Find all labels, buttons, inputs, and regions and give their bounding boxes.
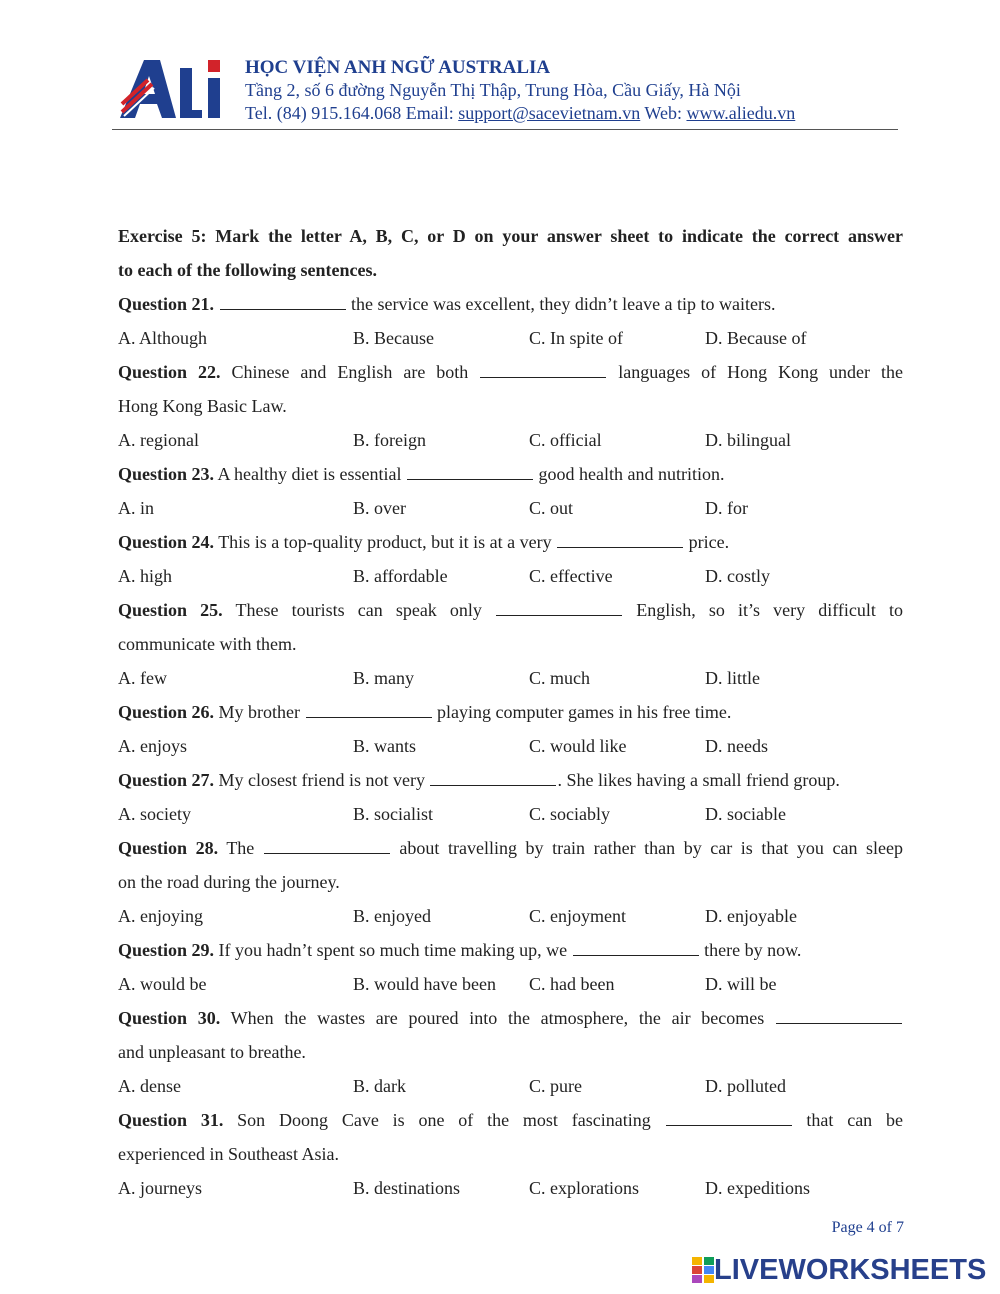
question-stem: [118, 287, 903, 321]
answer-blank[interactable]: [557, 546, 683, 548]
question-label: Question 29.: [118, 940, 215, 960]
tel-text: Tel. (84) 915.164.068 Email:: [245, 103, 459, 123]
ali-logo: [118, 54, 230, 120]
answer-blank[interactable]: [776, 1022, 902, 1024]
web-label: Web:: [640, 103, 687, 123]
question-stem: [118, 457, 903, 491]
question-text-after: the service was excellent, they didn’t leave a tip to waiters.: [346, 294, 776, 314]
answer-options: [118, 1171, 903, 1205]
answer-option[interactable]: B. many: [353, 668, 414, 688]
question-text-before: My brother: [214, 702, 305, 722]
answer-blank[interactable]: [430, 784, 556, 786]
org-info: [245, 56, 795, 125]
answer-option[interactable]: A. journeys: [118, 1178, 202, 1198]
answer-option[interactable]: B. affordable: [353, 566, 448, 586]
answer-options: [118, 491, 903, 525]
org-address: Tầng 2, số 6 đường Nguyễn Thị Thập, Trung Hòa, Cầu Giấy, Hà Nội: [245, 80, 741, 100]
question-text-after: price.: [684, 532, 730, 552]
answer-option[interactable]: D. for: [705, 498, 748, 518]
question-label: Question 31.: [118, 1110, 224, 1130]
question-label: Question 24.: [118, 532, 215, 552]
answer-options: [118, 423, 903, 457]
question-text-after: playing computer games in his free time.: [432, 702, 732, 722]
answer-option[interactable]: B. dark: [353, 1076, 406, 1096]
answer-option[interactable]: A. society: [118, 804, 191, 824]
liveworksheets-wordmark: LIVEWORKSHEETS: [714, 1253, 987, 1286]
question-stem: [118, 1001, 903, 1035]
question-label: Question 30.: [118, 1008, 221, 1028]
answer-option[interactable]: D. little: [705, 668, 760, 688]
answer-option[interactable]: C. would like: [529, 736, 627, 756]
question-label: Question 23.: [118, 464, 215, 484]
answer-option[interactable]: C. pure: [529, 1076, 582, 1096]
answer-option[interactable]: C. out: [529, 498, 574, 518]
question-text-after: English, so it’s very difficult to: [623, 600, 904, 620]
question-stem: [118, 593, 903, 627]
answer-option[interactable]: B. over: [353, 498, 406, 518]
question-text-after: about travelling by train rather than by car is that you can sleep: [390, 838, 903, 858]
question-label: Question 28.: [118, 838, 219, 858]
web-link[interactable]: www.aliedu.vn: [686, 103, 796, 123]
question-text-before: [214, 294, 219, 314]
question-text-before: When the wastes are poured into the atmosphere, the air becomes: [220, 1008, 776, 1028]
exercise-content: [118, 219, 903, 1205]
answer-option[interactable]: C. had been: [529, 974, 615, 994]
question-label: Question 26.: [118, 702, 215, 722]
exercise-instruction: Exercise 5: Mark the letter A, B, C, or D on your answer sheet to indicate the correct answer: [118, 226, 903, 246]
answer-option[interactable]: A. would be: [118, 974, 207, 994]
question-label: Question 22.: [118, 362, 221, 382]
answer-option[interactable]: A. dense: [118, 1076, 181, 1096]
answer-options: [118, 729, 903, 763]
question-stem-cont: and unpleasant to breathe.: [118, 1042, 306, 1062]
header-rule: [112, 129, 898, 130]
answer-blank[interactable]: [573, 954, 699, 956]
question-label: Question 27.: [118, 770, 215, 790]
answer-options: [118, 1069, 903, 1103]
question-text-before: This is a top-quality product, but it is at a very: [214, 532, 557, 552]
answer-options: [118, 899, 903, 933]
answer-option[interactable]: D. polluted: [705, 1076, 786, 1096]
answer-option[interactable]: C. enjoyment: [529, 906, 626, 926]
answer-option[interactable]: A. enjoys: [118, 736, 187, 756]
answer-option[interactable]: B. destinations: [353, 1178, 460, 1198]
answer-options: [118, 797, 903, 831]
answer-option[interactable]: B. wants: [353, 736, 416, 756]
question-text-before: A healthy diet is essential: [214, 464, 406, 484]
org-name: HỌC VIỆN ANH NGỮ AUSTRALIA: [245, 57, 551, 78]
liveworksheets-logo-icon: [692, 1257, 714, 1283]
question-stem: [118, 525, 903, 559]
page-header: [112, 48, 898, 132]
answer-option[interactable]: B. would have been: [353, 974, 496, 994]
question-stem: [118, 1103, 903, 1137]
answer-option[interactable]: B. socialist: [353, 804, 433, 824]
answer-option[interactable]: A. in: [118, 498, 154, 518]
answer-option[interactable]: D. will be: [705, 974, 777, 994]
question-label: Question 25.: [118, 600, 223, 620]
answer-option[interactable]: A. regional: [118, 430, 199, 450]
answer-option[interactable]: D. enjoyable: [705, 906, 797, 926]
question-text-after: . She likes having a small friend group.: [557, 770, 840, 790]
answer-option[interactable]: D. costly: [705, 566, 770, 586]
answer-option[interactable]: C. In spite of: [529, 328, 623, 348]
question-stem: [118, 763, 903, 797]
answer-option[interactable]: A. few: [118, 668, 167, 688]
org-contact: [245, 102, 795, 125]
answer-options: [118, 661, 903, 695]
question-stem: [118, 831, 903, 865]
question-text-before: If you hadn’t spent so much time making up, we: [214, 940, 572, 960]
question-stem-cont: Hong Kong Basic Law.: [118, 396, 287, 416]
question-text-after: languages of Hong Kong under the: [607, 362, 903, 382]
question-text-before: These tourists can speak only: [222, 600, 496, 620]
answer-option[interactable]: D. Because of: [705, 328, 807, 348]
question-stem: [118, 933, 903, 967]
question-stem: [118, 695, 903, 729]
liveworksheets-brand: [692, 1255, 986, 1285]
question-stem-cont: communicate with them.: [118, 634, 297, 654]
question-text-after: there by now.: [699, 940, 802, 960]
answer-option[interactable]: A. Although: [118, 328, 208, 348]
answer-options: [118, 967, 903, 1001]
answer-option[interactable]: C. sociably: [529, 804, 610, 824]
page-number: Page 4 of 7: [831, 1219, 904, 1236]
answer-options: [118, 559, 903, 593]
answer-options: [118, 321, 903, 355]
question-text-after: good health and nutrition.: [534, 464, 725, 484]
answer-blank[interactable]: [496, 614, 622, 616]
question-stem-cont: experienced in Southeast Asia.: [118, 1144, 339, 1164]
question-text-after: that can be: [792, 1110, 903, 1130]
question-label: Question 21.: [118, 294, 215, 314]
answer-option[interactable]: C. effective: [529, 566, 613, 586]
answer-option[interactable]: A. high: [118, 566, 172, 586]
answer-blank[interactable]: [306, 716, 432, 718]
answer-option[interactable]: B. enjoyed: [353, 906, 431, 926]
question-stem: [118, 355, 903, 389]
answer-blank[interactable]: [666, 1124, 792, 1126]
answer-option[interactable]: A. enjoying: [118, 906, 203, 926]
answer-option[interactable]: C. much: [529, 668, 590, 688]
question-text-before: The: [218, 838, 263, 858]
answer-blank[interactable]: [407, 478, 533, 480]
question-text-before: My closest friend is not very: [214, 770, 430, 790]
answer-option[interactable]: D. needs: [705, 736, 768, 756]
exercise-instruction-cont: to each of the following sentences.: [118, 260, 377, 280]
question-text-before: Son Doong Cave is one of the most fascinating: [223, 1110, 665, 1130]
answer-blank[interactable]: [220, 308, 346, 310]
answer-blank[interactable]: [264, 852, 390, 854]
question-list: [118, 287, 903, 1205]
answer-option[interactable]: D. expeditions: [705, 1178, 810, 1198]
answer-option[interactable]: C. official: [529, 430, 602, 450]
answer-option[interactable]: B. Because: [353, 328, 434, 348]
email-link[interactable]: support@sacevietnam.vn: [458, 103, 641, 123]
answer-option[interactable]: D. sociable: [705, 804, 786, 824]
answer-option[interactable]: B. foreign: [353, 430, 426, 450]
question-text-before: Chinese and English are both: [220, 362, 480, 382]
answer-blank[interactable]: [480, 376, 606, 378]
answer-option[interactable]: C. explorations: [529, 1178, 639, 1198]
question-stem-cont: on the road during the journey.: [118, 872, 340, 892]
answer-option[interactable]: D. bilingual: [705, 430, 791, 450]
